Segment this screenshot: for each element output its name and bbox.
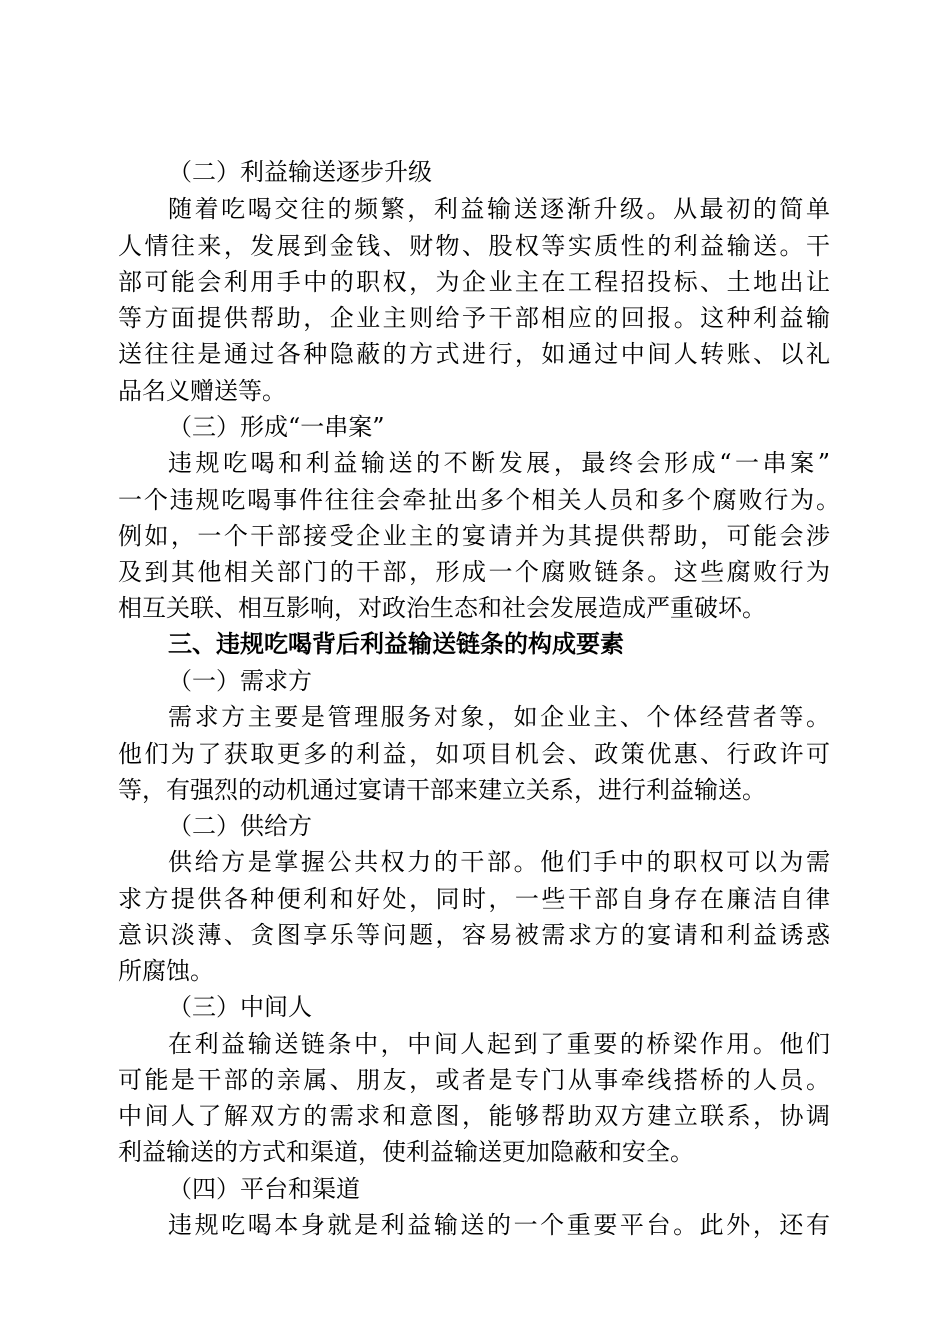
section-heading: （二）利益输送逐步升级 bbox=[168, 158, 432, 186]
paragraph-line: 意识淡薄、贪图享乐等问题，容易被需求方的宴请和利益诱惑 bbox=[118, 921, 830, 949]
paragraph-line: 利益输送的方式和渠道，使利益输送更加隐蔽和安全。 bbox=[118, 1138, 694, 1166]
paragraph-line: 在利益输送链条中，中间人起到了重要的桥梁作用。他们 bbox=[168, 1030, 830, 1058]
paragraph-line: 品名义赠送等。 bbox=[118, 377, 286, 405]
paragraph-line: 部可能会利用手中的职权，为企业主在工程招投标、土地出让 bbox=[118, 268, 830, 296]
paragraph-line: 他们为了获取更多的利益，如项目机会、政策优惠、行政许可 bbox=[118, 740, 830, 768]
chapter-heading: 三、违规吃喝背后利益输送链条的构成要素 bbox=[168, 630, 624, 658]
paragraph-line: 求方提供各种便利和好处，同时，一些干部自身存在廉洁自律 bbox=[118, 885, 830, 913]
paragraph-line: 违规吃喝本身就是利益输送的一个重要平台。此外，还有 bbox=[168, 1211, 830, 1239]
paragraph-line: 相互关联、相互影响，对政治生态和社会发展造成严重破坏。 bbox=[118, 594, 766, 622]
paragraph-line: 违规吃喝和利益输送的不断发展，最终会形成“一串案” bbox=[168, 449, 830, 477]
paragraph-line: 可能是干部的亲属、朋友，或者是专门从事牵线搭桥的人员。 bbox=[118, 1066, 830, 1094]
paragraph-line: 等方面提供帮助，企业主则给予干部相应的回报。这种利益输 bbox=[118, 304, 830, 332]
paragraph-line: 所腐蚀。 bbox=[118, 957, 214, 985]
paragraph-line: 送往往是通过各种隐蔽的方式进行，如通过中间人转账、以礼 bbox=[118, 340, 830, 368]
section-heading: （一）需求方 bbox=[168, 667, 312, 695]
paragraph-line: 随着吃喝交往的频繁，利益输送逐渐升级。从最初的简单 bbox=[168, 195, 830, 223]
paragraph-line: 中间人了解双方的需求和意图，能够帮助双方建立联系，协调 bbox=[118, 1102, 830, 1130]
paragraph-line: 人情往来，发展到金钱、财物、股权等实质性的利益输送。干 bbox=[118, 232, 830, 260]
section-heading: （三）形成“一串案” bbox=[168, 413, 385, 441]
paragraph-line: 一个违规吃喝事件往往会牵扯出多个相关人员和多个腐败行为。 bbox=[118, 486, 840, 514]
paragraph-line: 例如，一个干部接受企业主的宴请并为其提供帮助，可能会涉 bbox=[118, 522, 830, 550]
paragraph-line: 及到其他相关部门的干部，形成一个腐败链条。这些腐败行为 bbox=[118, 558, 830, 586]
paragraph-line: 需求方主要是管理服务对象，如企业主、个体经营者等。 bbox=[168, 703, 830, 731]
section-heading: （二）供给方 bbox=[168, 812, 312, 840]
paragraph-line: 等，有强烈的动机通过宴请干部来建立关系，进行利益输送。 bbox=[118, 776, 766, 804]
paragraph-line: 供给方是掌握公共权力的干部。他们手中的职权可以为需 bbox=[168, 848, 830, 876]
section-heading: （四）平台和渠道 bbox=[168, 1175, 360, 1203]
section-heading: （三）中间人 bbox=[168, 993, 312, 1021]
